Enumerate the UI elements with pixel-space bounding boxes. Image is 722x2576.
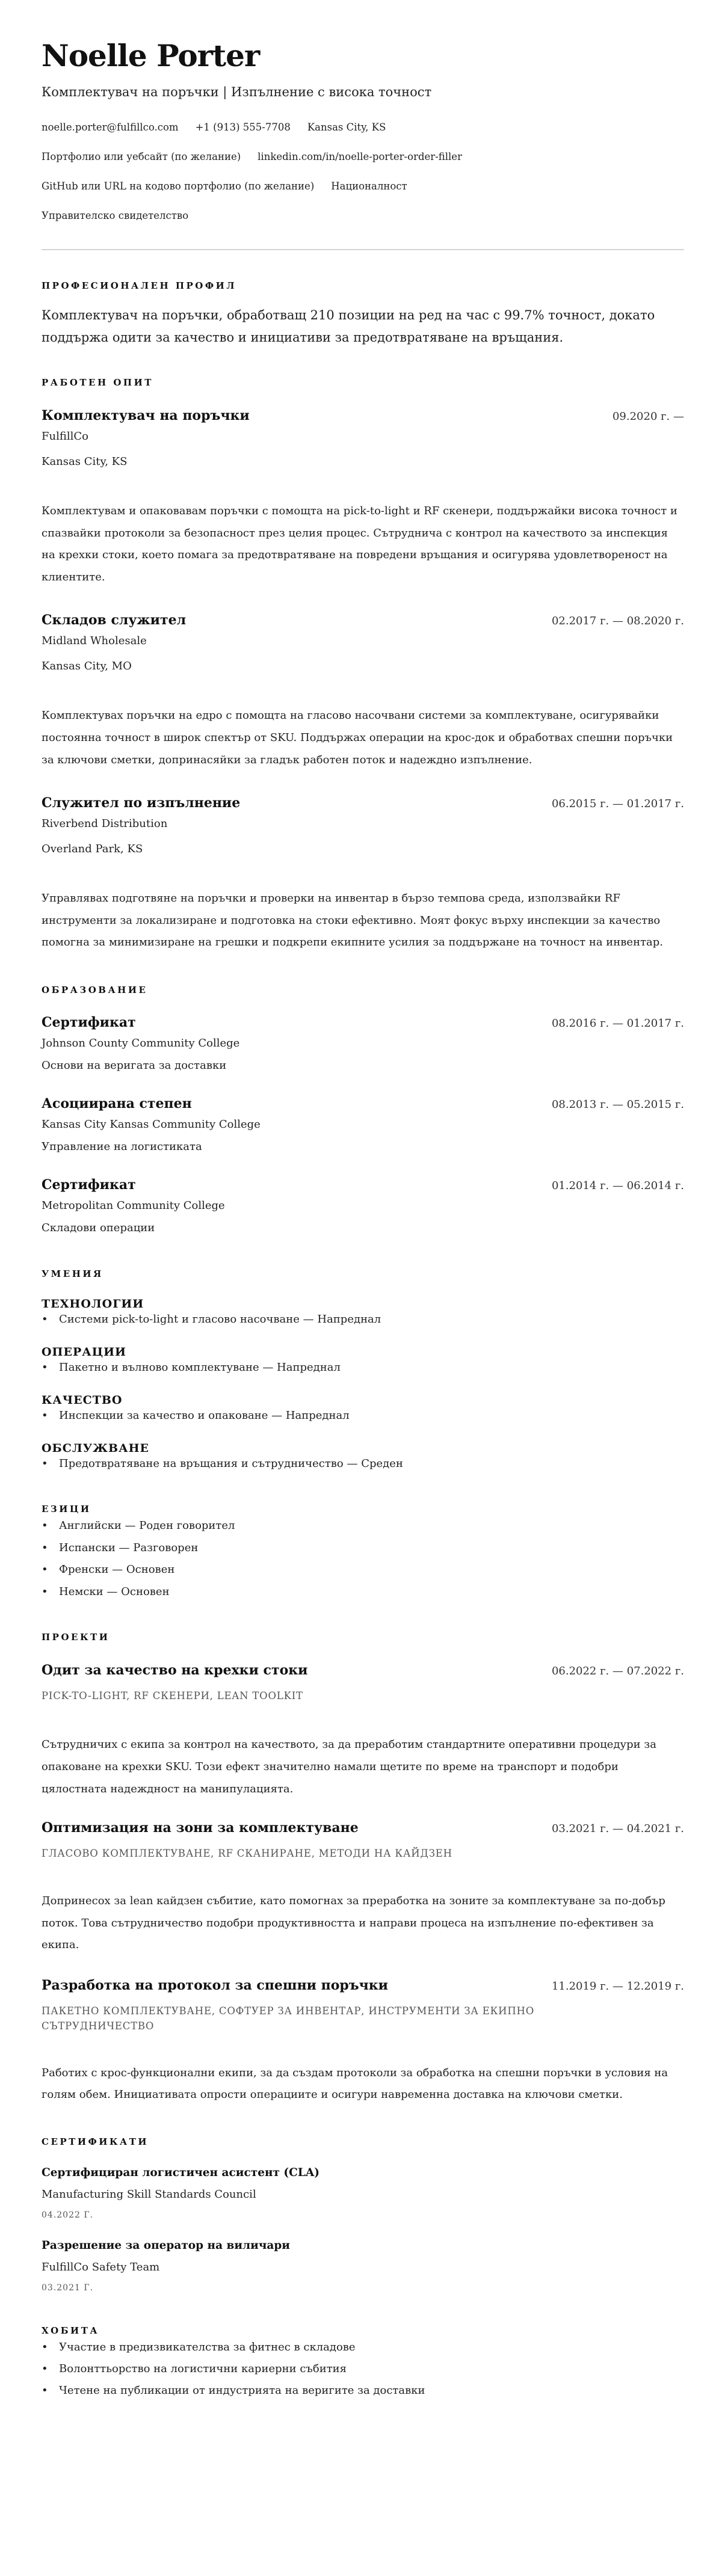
project-dates: 06.2022 г. — 07.2022 г. [551, 1665, 684, 1678]
section-title-profile: ПРОФЕСИОНАЛЕН ПРОФИЛ [42, 280, 237, 291]
location: Kansas City, KS [307, 121, 386, 133]
job-company: Midland Wholesale [42, 635, 147, 648]
bullet-icon: • [42, 1457, 48, 1470]
field-of-study: Основи на веригата за доставки [42, 1059, 227, 1072]
certification-entry [42, 2166, 684, 2221]
language-text: Немски — Основен [59, 1585, 170, 1598]
skill-item [42, 1456, 684, 1472]
linkedin-link[interactable]: linkedin.com/in/noelle-porter-order-filler [258, 151, 462, 162]
skill-text: Инспекции за качество и опаковане — Напреднал [59, 1409, 350, 1422]
skill-category: КАЧЕСТВО [42, 1393, 123, 1407]
hobby-text: Участие в предизвикателства за фитнес в складове [59, 2341, 356, 2354]
project-name: Одит за качество на крехки стоки [42, 1662, 308, 1679]
bullet-icon: • [42, 2341, 48, 2354]
bullet-icon: • [42, 1585, 48, 1598]
job-title: Комплектувач на поръчки [42, 408, 250, 423]
degree: Сертификат [42, 1014, 136, 1030]
portfolio-link[interactable]: Портфолио или уебсайт (по желание) [42, 151, 241, 162]
certification-entry [42, 2239, 684, 2294]
field-of-study: Складови операции [42, 1221, 155, 1234]
project-entry [42, 1976, 684, 2106]
skill-list [42, 1360, 684, 1376]
education-entry [42, 1013, 684, 1074]
language-list [42, 1515, 684, 1603]
contact-row [42, 150, 684, 164]
job-description: Комплектувах поръчки на едро с помощта на гласово насочвани системи за комплектуване, осигурявайки постоянна точност в широк спектър от SKU. Поддържах операции на крос-док и обработвах спешни поръчки за ключови сметки, допринасяйки за гладък работен поток и надеждно изпълнение. [42, 709, 673, 766]
project-dates: 03.2021 г. — 04.2021 г. [551, 1822, 684, 1836]
bullet-icon: • [42, 1360, 48, 1374]
bullet-icon: • [42, 1519, 48, 1532]
school: Metropolitan Community College [42, 1199, 225, 1212]
skill-list [42, 1408, 684, 1424]
hobby-text: Волонттьорство на логистични кариерни събития [59, 2362, 347, 2376]
certification-issuer: Manufacturing Skill Standards Council [42, 2188, 256, 2201]
hobby-item [42, 2358, 684, 2380]
skill-category: ОПЕРАЦИИ [42, 1345, 126, 1359]
hobby-item [42, 2380, 684, 2402]
certification-date: 04.2022 Г. [42, 2210, 94, 2221]
skill-item [42, 1312, 684, 1327]
education-dates: 01.2014 г. — 06.2014 г. [551, 1179, 684, 1192]
degree: Сертификат [42, 1176, 136, 1193]
skill-text: Пакетно и вълново комплектуване — Напреднал [59, 1360, 341, 1374]
section-title-experience: РАБОТЕН ОПИТ [42, 377, 153, 388]
degree: Асоциирана степен [42, 1095, 192, 1111]
job-title: Складов служител [42, 612, 187, 629]
bullet-icon: • [42, 2384, 48, 2397]
candidate-name: Noelle Porter [42, 38, 260, 73]
job-description: Управлявах подготвяне на поръчки и проверки на инвентар в бързо темпова среда, използвайки RF инструменти за локализиране и подготовка на стоки ефективно. Моят фокус върху инспекции за качество помогна за минимизиране на грешки и подкрепи екипните усилия за поддържане на точност на инвентар. [42, 892, 663, 949]
project-description: Работих с крос-функционални екипи, за да създам протоколи за обработка на спешни поръчки в условия на голям обем. Инициативата опрости операциите и осигури навременна доставка на ключови сметки. [42, 2066, 668, 2101]
school: Kansas City Kansas Community College [42, 1117, 261, 1131]
education-dates: 08.2016 г. — 01.2017 г. [551, 1016, 684, 1030]
hobby-list [42, 2337, 684, 2402]
certification-name: Разрешение за оператор на виличари [42, 2239, 291, 2252]
skill-text: Предотвратяване на връщания и сътрудничество — Среден [59, 1457, 403, 1470]
job-dates: 06.2015 г. — 01.2017 г. [551, 798, 684, 811]
section-title-projects: ПРОЕКТИ [42, 1632, 110, 1643]
skill-list [42, 1312, 684, 1327]
job-location: Kansas City, KS [42, 455, 128, 468]
job-company: Riverbend Distribution [42, 817, 168, 831]
project-technologies: ПАКЕТНО КОМПЛЕКТУВАНЕ, СОФТУЕР ЗА ИНВЕНТАР, ИНСТРУМЕНТИ ЗА ЕКИПНО СЪТРУДНИЧЕСТВО [42, 2005, 535, 2032]
project-entry [42, 1661, 684, 1800]
github-link[interactable]: GitHub или URL на кодово портфолио (по желание) [42, 180, 315, 192]
project-technologies: ГЛАСОВО КОМПЛЕКТУВАНЕ, RF СКАНИРАНЕ, МЕТОДИ НА КАЙДЗЕН [42, 1848, 452, 1860]
contact-row [42, 179, 684, 194]
section-title-education: ОБРАЗОВАНИЕ [42, 984, 148, 995]
language-item [42, 1559, 684, 1581]
bullet-icon: • [42, 1409, 48, 1422]
school: Johnson County Community College [42, 1036, 240, 1050]
skill-category: ОБСЛУЖВАНЕ [42, 1441, 150, 1455]
job-dates: 09.2020 г. — [612, 410, 684, 423]
contact-row [42, 209, 684, 223]
skill-item [42, 1408, 684, 1424]
bullet-icon: • [42, 2362, 48, 2376]
project-technologies: PICK-TO-LIGHT, RF СКЕНЕРИ, LEAN TOOLKIT [42, 1690, 303, 1702]
job-entry [42, 407, 684, 588]
project-dates: 11.2019 г. — 12.2019 г. [551, 1979, 684, 1993]
skill-list [42, 1456, 684, 1472]
certification-issuer: FulfillCo Safety Team [42, 2261, 160, 2274]
education-entry [42, 1176, 684, 1236]
section-title-certifications: СЕРТИФИКАТИ [42, 2136, 149, 2148]
skill-item [42, 1360, 684, 1376]
job-title: Служител по изпълнение [42, 795, 241, 811]
section-title-skills: УМЕНИЯ [42, 1268, 103, 1279]
bullet-icon: • [42, 1312, 48, 1326]
headline: Комплектувач на поръчки | Изпълнение с висока точност [42, 85, 432, 99]
language-text: Английски — Роден говорител [59, 1519, 235, 1532]
project-name: Оптимизация на зони за комплектуване [42, 1820, 359, 1836]
certification-name: Сертифициран логистичен асистент (CLA) [42, 2166, 320, 2180]
education-entry [42, 1095, 684, 1155]
hobby-text: Четене на публикации от индустрията на веригите за доставки [59, 2384, 425, 2397]
skill-category: ТЕХНОЛОГИИ [42, 1297, 144, 1311]
language-item [42, 1537, 684, 1560]
language-item [42, 1515, 684, 1537]
nationality: Националност [331, 180, 407, 192]
section-title-languages: ЕЗИЦИ [42, 1503, 91, 1514]
language-text: Испански — Разговорен [59, 1541, 199, 1554]
job-location: Kansas City, MO [42, 660, 132, 673]
profile-summary: Комплектувач на поръчки, обработващ 210 позиции на ред на час с 99.7% точност, докато поддържа одити за качество и инициативи за предотвратяване на връщания. [42, 308, 655, 345]
divider [42, 249, 684, 250]
project-description: Сътрудничих с екипа за контрол на качеството, за да преработим стандартните оперативни процедури за опаковане на крехки SKU. Този ефект значително намали щетите по време на транспорт и подобри цялостната надеждност на манипулацията. [42, 1738, 656, 1795]
project-entry [42, 1819, 684, 1957]
job-location: Overland Park, KS [42, 843, 143, 856]
job-entry [42, 794, 684, 954]
project-description: Допринесох за lean кайдзен събитие, като помогнах за преработка на зоните за комплектуване за по-добър поток. Това сътрудничество подобри продуктивността и направи процеса на изпълнение по-ефективен за екипа. [42, 1895, 665, 1952]
education-dates: 08.2013 г. — 05.2015 г. [551, 1098, 684, 1111]
language-item [42, 1581, 684, 1603]
hobby-item [42, 2337, 684, 2358]
certification-date: 03.2021 Г. [42, 2283, 94, 2293]
field-of-study: Управление на логистиката [42, 1140, 202, 1153]
contact-row [42, 120, 684, 135]
bullet-icon: • [42, 1563, 48, 1576]
section-title-hobbies: ХОБИТА [42, 2325, 100, 2337]
phone: +1 (913) 555-7708 [195, 121, 291, 133]
project-name: Разработка на протокол за спешни поръчки [42, 1977, 388, 1993]
language-text: Френски — Основен [59, 1563, 175, 1576]
skill-text: Системи pick-to-light и гласово насочване — Напреднал [59, 1312, 381, 1326]
job-description: Комплектувам и опаковавам поръчки с помощта на pick-to-light и RF скенери, поддържайки висока точност и спазвайки протоколи за безопасност през целия процес. Сътруднича с контрол на качеството за инспекция на крехки стоки, което помага за предотвратяване на повредени връщания и осигурява удовлетвореност на клиентите. [42, 505, 677, 583]
job-dates: 02.2017 г. — 08.2020 г. [551, 615, 684, 628]
job-company: FulfillCo [42, 430, 88, 443]
email-link[interactable]: noelle.porter@fulfillco.com [42, 121, 179, 133]
bullet-icon: • [42, 1541, 48, 1554]
job-entry [42, 611, 684, 771]
driving-license: Управителско свидетелство [42, 210, 189, 221]
